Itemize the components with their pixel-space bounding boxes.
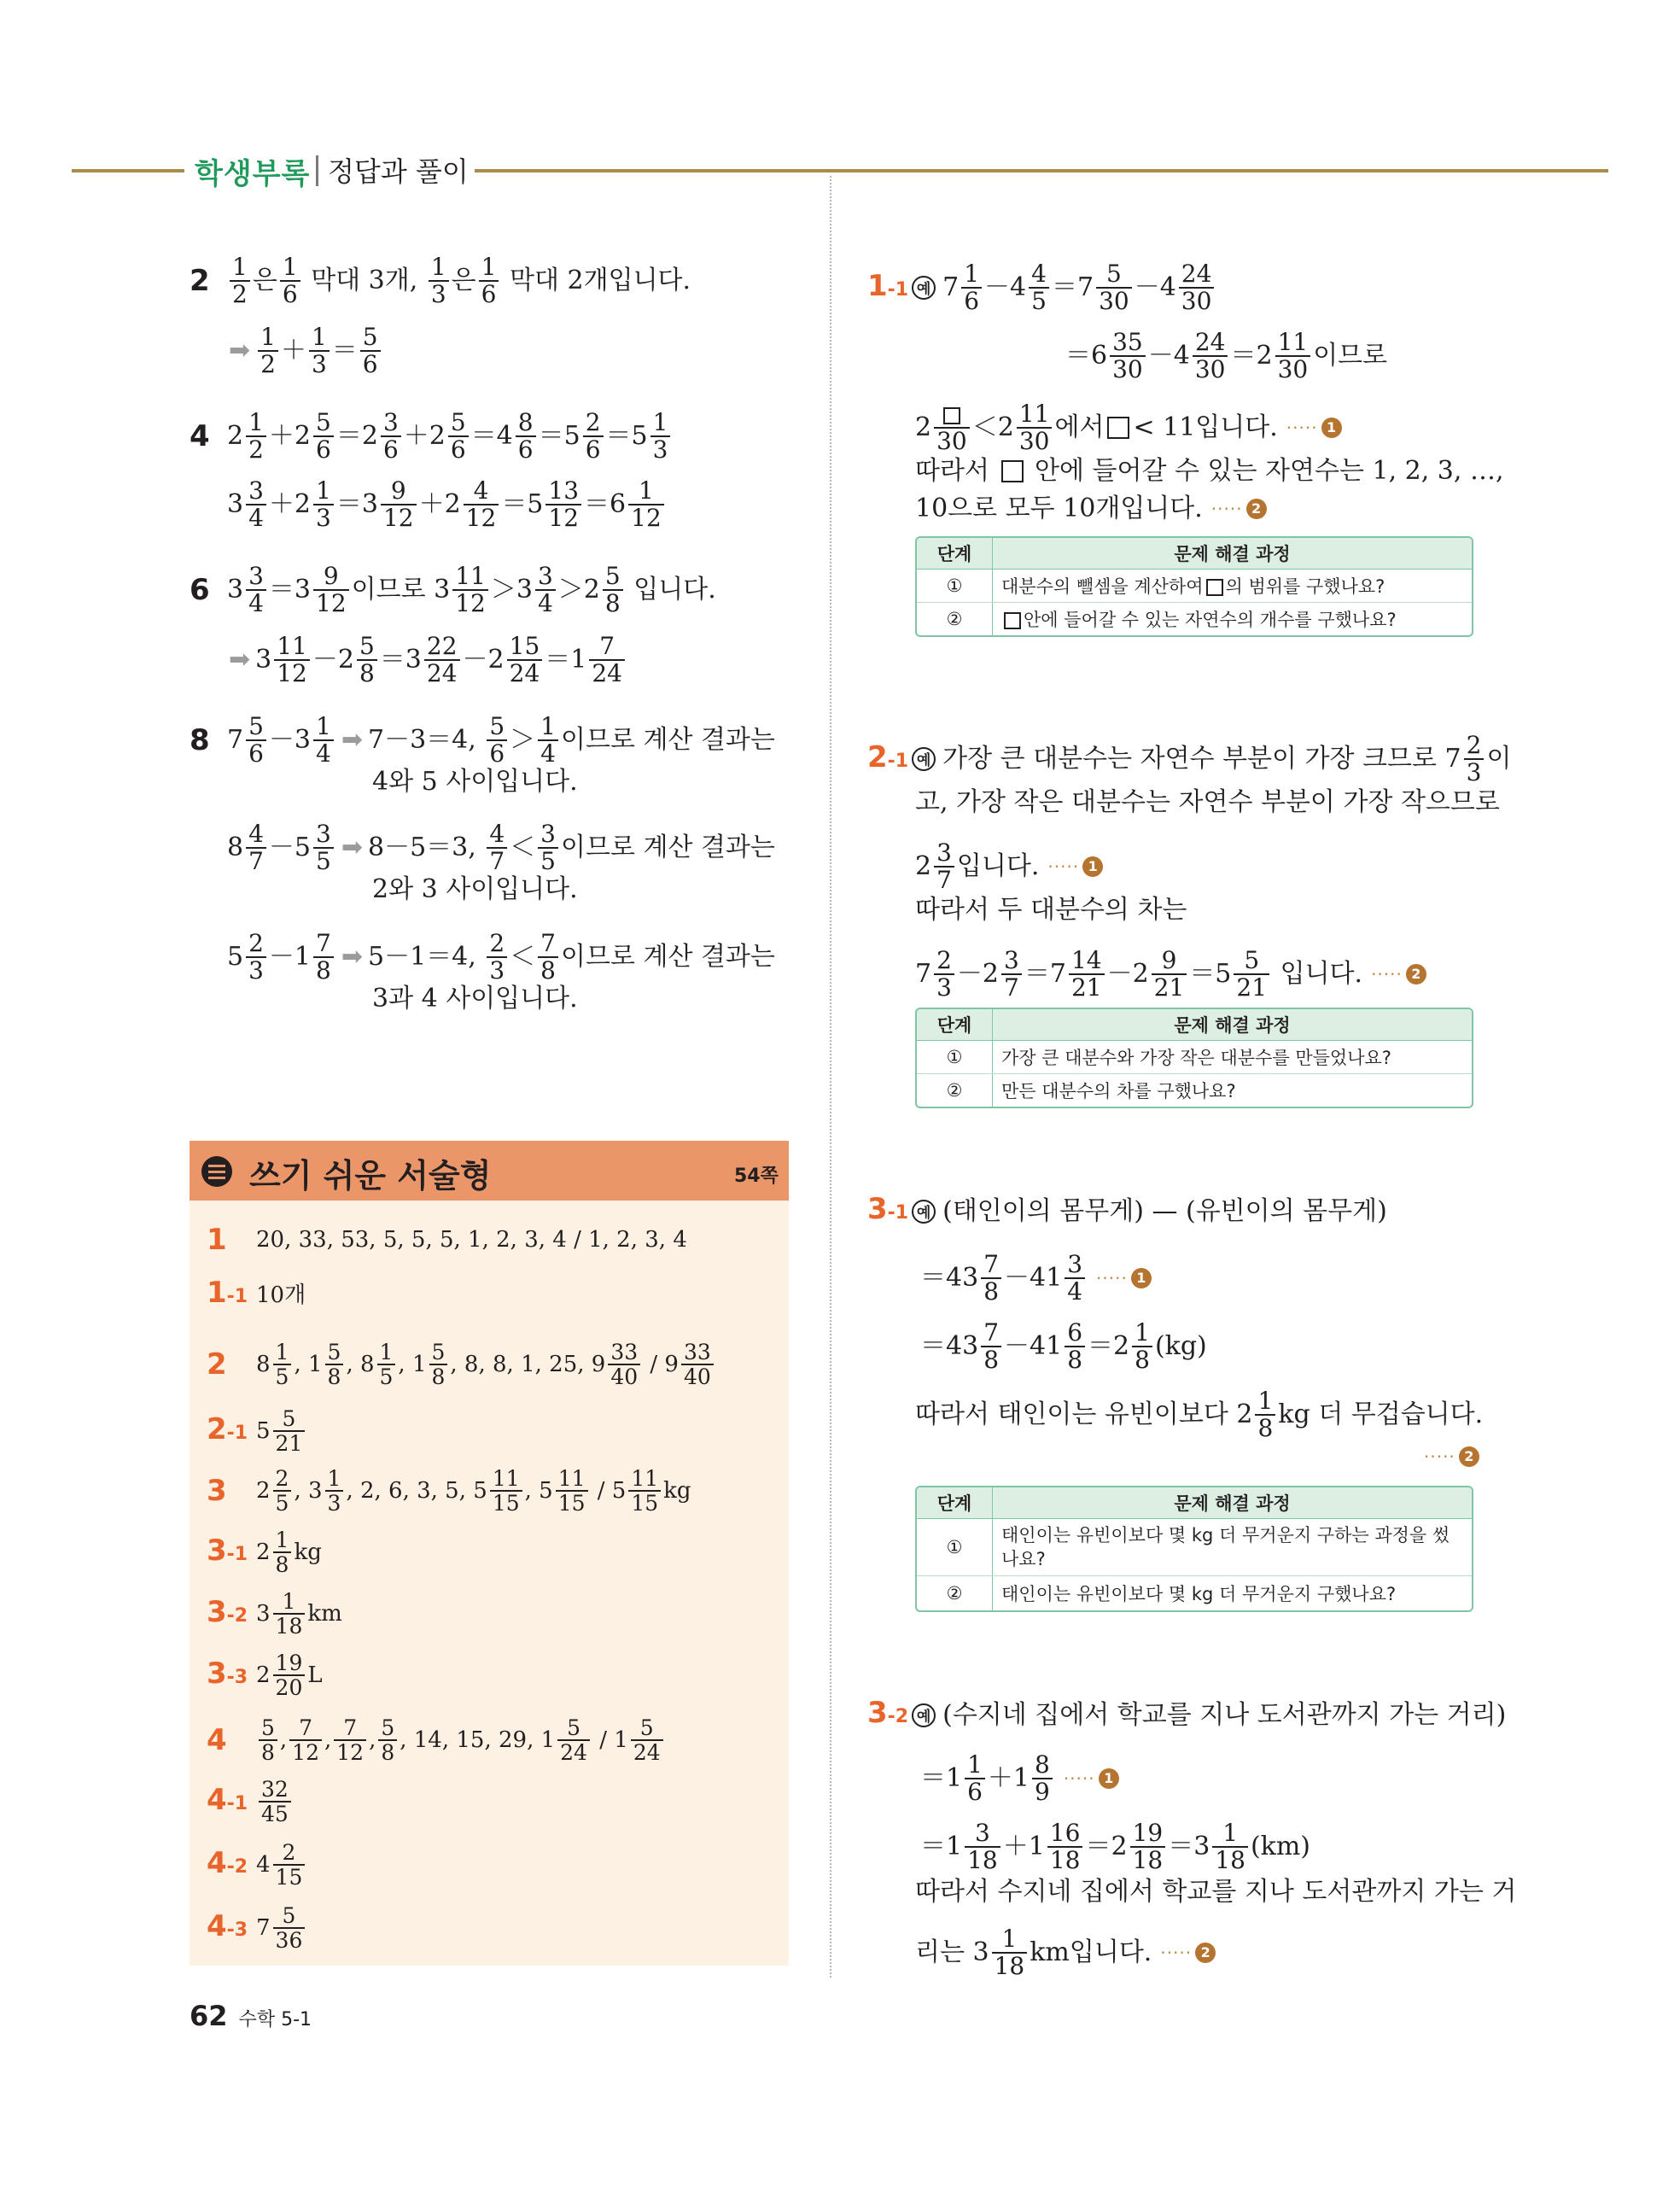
answer-label: 1 [207,1223,227,1257]
solution-3-1-line2: ＝43 $\frac{7}{8}$ －41 $\frac{3}{4}$ ····· 1 [920,1252,1152,1305]
question-label: 1 [867,268,888,303]
answer-sublabel: -3 [226,1666,248,1688]
rubric-table-3 [915,1486,1473,1612]
text: 가장 큰 대분수는 자연수 부분이 가장 크므로 [942,744,1437,774]
column-divider [830,176,831,1978]
step-cell: ② [917,603,993,635]
criteria-cell: 태인이는 유빈이보다 몇 kg 더 무거운지 구했나요? [1001,1584,1397,1604]
blank-box [943,407,960,424]
step-dots: ····· [1063,1768,1095,1789]
header-separator [316,155,318,186]
solution-2-1-line5: 7 $\frac{2}{3}$ －2 $\frac{3}{7}$ ＝7 $\frac{14}{21}$ －2 $\frac{9}{21}$ ＝5 $\frac{5}{21}$ 입니다. ····· 2 [915,948,1426,1001]
panel-page-ref: 54쪽 [734,1166,779,1187]
step-2-badge: 2 [1406,964,1426,984]
solution-2-1-line1: 2-1 예 가장 큰 대분수는 자연수 부분이 가장 크므로 7 $\frac{2}{3}$ 이 [867,731,1512,786]
blank-box [1004,612,1021,629]
text: (태인이의 몸무게) — (유빈이의 몸무게) [942,1195,1387,1226]
col-header-step: 단계 [917,1009,993,1040]
answer-2-line1: 2 $\frac{1}{2}$ 은 $\frac{1}{6}$ 막대 3개, $\frac{1}{3}$ 은 $\frac{1}{6}$ 막대 2개입니다. [190,253,691,308]
text: 은 [252,266,277,295]
text: km입니다. [1030,1937,1152,1967]
arrow-icon: ➡ [341,942,363,972]
text: 7－3＝4, [367,725,476,755]
answer-8-line5: 5 $\frac{2}{3}$ －1 $\frac{7}{8}$ ➡ 5－1＝4, $\frac{2}{3}$ ＜ $\frac{7}{8}$ 이므로 계산 결과는 [227,929,775,984]
solution-2-1-line2: 고, 가장 작은 대분수는 자연수 부분이 가장 작으므로 [915,787,1500,817]
text: 이므로 계산 결과는 [560,725,775,755]
solution-3-2-line4: 따라서 수지네 집에서 학교를 지나 도서관까지 가는 거 [915,1877,1517,1907]
answer-8-line3: 8 $\frac{4}{7}$ －5 $\frac{3}{5}$ ➡ 8－5＝3, $\frac{4}{7}$ ＜ $\frac{3}{5}$ 이므로 계산 결과는 [227,820,775,875]
answer-6-line1: 6 3 $\frac{3}{4}$ ＝3 $\frac{9}{12}$ 이므로 3 $\frac{11}{12}$ ＞3 $\frac{3}{4}$ ＞2 $\frac{5}{8}$ 입니다. [190,562,716,617]
answer-sublabel: -1 [226,1286,248,1307]
text: , 2, 6, 3, 5, [346,1478,466,1504]
solution-1-1-line4 [915,454,1504,488]
text: kg [663,1478,691,1504]
text: 20, 33, 53, 5, 5, 5, 1, 2, 3, 4 / 1, 2, 3, 4 [256,1227,687,1253]
text: 의 범위를 구했나요? [1225,576,1385,597]
text: (수지네 집에서 학교를 지나 도서관까지 가는 거리) [942,1699,1507,1730]
step-1-badge: 1 [1099,1768,1119,1789]
criteria-cell: 만든 대분수의 차를 구했나요? [1001,1081,1236,1101]
answer-sublabel: -1 [226,1792,248,1814]
example-mark: 예 [912,276,936,300]
answer-sublabel: -1 [226,1543,248,1565]
panel-answer-1 [207,1223,687,1257]
blank-box [1206,579,1223,596]
answer-label: 2 [207,1411,227,1446]
text: 이 [1486,744,1512,774]
solution-3-1-line3: ＝43 $\frac{7}{8}$ －41 $\frac{6}{8}$ ＝2 $\frac{1}{8}$ (kg) [920,1318,1207,1374]
arrow-icon: ➡ [341,725,363,755]
answer-label: 4 [207,1845,227,1880]
subject-label: 수학 5-1 [238,2009,312,2030]
step-1-badge: 1 [1321,418,1342,438]
step-dots: ····· [1210,499,1243,519]
text: 이므로 계산 결과는 [560,833,775,862]
col-header-step: 단계 [917,538,993,569]
text: 이므로 [351,575,426,605]
answer-label: 4 [207,1723,227,1757]
question-sublabel: -1 [887,1202,909,1224]
text: kg 더 무겁습니다. [1278,1399,1484,1429]
answer-8-line6: 3과 4 사이입니다. [372,984,578,1014]
step-1-badge: 1 [1131,1268,1152,1288]
text: 막대 3개, [311,266,418,295]
text: 안에 들어갈 수 있는 자연수는 1, 2, 3, …, [1035,456,1504,486]
text: L [307,1662,323,1688]
text: kg [294,1540,322,1565]
text: , 8, 8, 1, 25, [450,1352,585,1377]
answer-8-line4: 2와 3 사이입니다. [372,874,578,904]
panel-answer-1-1 [207,1276,306,1314]
step-2-badge: 2 [1459,1446,1479,1467]
text: 이므로 계산 결과는 [560,942,775,972]
criteria-cell [993,570,1472,602]
panel-answer-4-1: 4-1 $\frac{32}{45}$ [207,1778,294,1826]
step-cell: ① [917,570,993,602]
text: 리는 [915,1937,965,1967]
solution-2-1-line4: 따라서 두 대분수의 차는 [915,895,1187,925]
text: 입니다. [956,851,1040,881]
example-mark: 예 [912,747,936,771]
col-header-process: 문제 해결 과정 [1174,1493,1291,1514]
rubric-table-2 [915,1008,1473,1108]
question-label: 3 [867,1696,888,1730]
answer-label: 3 [207,1656,227,1691]
header-rule-right [475,169,1608,172]
answer-label: 4 [207,1908,227,1943]
answer-label: 3 [207,1474,227,1508]
answer-label: 1 [207,1276,227,1310]
blank-box [1001,460,1024,482]
example-mark: 예 [912,1200,936,1224]
rubric-table-1 [915,536,1473,637]
panel-answer-4-3: 4-3 7 $\frac{5}{36}$ [207,1904,307,1952]
text: 은 [451,266,476,295]
solution-3-2-line3: ＝1 $\frac{3}{18}$ ＋1 $\frac{16}{18}$ ＝2 $\frac{19}{18}$ ＝3 $\frac{1}{18}$ (km) [920,1819,1310,1874]
solution-1-1-line5 [915,492,1267,526]
step-1-badge: 1 [1082,856,1103,877]
question-label: 2 [867,739,888,774]
col-header-process: 문제 해결 과정 [1174,544,1291,564]
step-dots: ····· [1096,1268,1128,1288]
step-cell: ② [917,1576,993,1610]
step-cell: ① [917,1041,993,1073]
answer-sublabel: -2 [226,1855,248,1878]
step-cell: ② [917,1074,993,1107]
answer-number: 8 [190,723,210,757]
text: km [307,1601,342,1627]
text: (km) [1250,1832,1310,1861]
text: 이므로 [1313,341,1388,371]
answer-4-line1: 4 2 $\frac{1}{2}$ ＋2 $\frac{5}{6}$ ＝2 $\frac{3}{6}$ ＋2 $\frac{5}{6}$ ＝4 $\frac{8}{6}$ ＝5 $\frac{2}{6}$ ＝5 $\frac{1}{3}$ [190,410,673,463]
text: 막대 2개입니다. [510,266,691,295]
criteria-cell [993,603,1472,635]
answer-label: 2 [207,1347,227,1382]
answer-4-line2: 3 $\frac{3}{4}$ ＋2 $\frac{1}{3}$ ＝3 $\frac{9}{12}$ ＋2 $\frac{4}{12}$ ＝5 $\frac{13}{12}$ ＝6 $\frac{1}{12}$ [227,478,667,531]
panel-answer-4: 4 $\frac{5}{8}$ , $\frac{7}{12}$ , $\frac{7}{12}$ , $\frac{5}{8}$ , 14, 15, 29, 1 $\frac{5}{24}$ / 1 $\frac{5}{24}$ [207,1716,666,1764]
text: 따라서 [915,456,989,486]
question-label: 3 [867,1192,888,1226]
solution-3-2-line1 [867,1696,1506,1734]
text: 입니다. [1280,959,1363,989]
step-dots: ····· [1371,964,1403,984]
text: 대분수의 뺄셈을 계산하여 [1001,576,1204,597]
answer-2-line2: ➡ $\frac{1}{2}$ ＋ $\frac{1}{3}$ ＝ $\frac{5}{6}$ [224,324,383,377]
panel-answer-3: 3 2 $\frac{2}{5}$ , 3 $\frac{1}{3}$ , 2, 6, 3, 5, 5 $\frac{11}{15}$ , 5 $\frac{11}{15}$ / 5 $\frac{11}{15}$ kg [207,1466,691,1516]
solution-1-1-line1: 1-1 예 7 $\frac{1}{6}$ －4 $\frac{4}{5}$ ＝7 $\frac{5}{30}$ －4 $\frac{24}{30}$ [867,261,1216,314]
text: < 11입니다. [1133,412,1278,442]
text: 10개 [256,1282,306,1308]
criteria-cell: 태인이는 유빈이보다 몇 kg 더 무거운지 구하는 과정을 썼나요? [1001,1525,1450,1569]
answer-8-line1: 8 7 $\frac{5}{6}$ －3 $\frac{1}{4}$ ➡ 7－3＝4, $\frac{5}{6}$ ＞ $\frac{1}{4}$ 이므로 계산 결과는 [190,712,775,768]
step-dots: ····· [1286,418,1318,438]
header-rule-left [72,169,184,172]
text: 5－1＝4, [367,942,476,972]
step-dots: ····· [1047,856,1080,877]
panel-answer-4-2: 4-2 4 $\frac{2}{15}$ [207,1841,307,1889]
answer-sublabel: -3 [226,1919,248,1941]
solution-3-2-line5: 리는 3 $\frac{1}{18}$ km입니다. ····· 2 [915,1926,1216,1979]
text: 8－5＝3, [367,833,476,862]
text: 안에 들어갈 수 있는 자연수의 개수를 구했나요? [1024,610,1397,630]
answer-8-line2: 4와 5 사이입니다. [372,767,578,797]
solution-2-1-line3: 2 $\frac{3}{7}$ 입니다. ····· 1 [915,840,1103,893]
panel-answer-3-1: 3-1 2 $\frac{1}{8}$ kg [207,1528,322,1577]
text: , 14, 15, 29, [400,1727,534,1753]
solution-1-1-line2: ＝6 $\frac{35}{30}$ －4 $\frac{24}{30}$ ＝2 $\frac{11}{30}$ 이므로 [1065,328,1388,383]
solution-3-1-line4: 따라서 태인이는 유빈이보다 2 $\frac{1}{8}$ kg 더 무겁습니다. [915,1387,1484,1442]
answer-label: 3 [207,1594,227,1629]
answer-label: 3 [207,1533,227,1568]
text: (kg) [1154,1331,1207,1361]
answer-sublabel: -1 [226,1422,248,1444]
step-2-badge: 2 [1195,1943,1216,1963]
step-dots: ····· [1160,1943,1193,1963]
solution-3-1-line1 [867,1192,1387,1230]
question-sublabel: -1 [887,278,909,301]
step-cell: ① [917,1519,993,1575]
blank-box [1107,417,1129,439]
text: 에서 [1054,412,1105,442]
answer-sublabel: -2 [226,1604,248,1627]
answer-number: 2 [190,264,210,298]
header-brand: 학생부록 [195,157,311,191]
page-number: 62 [190,2000,228,2032]
text: 따라서 태인이는 유빈이보다 [915,1399,1228,1429]
panel-title: 쓰기 쉬운 서술형 [249,1157,492,1195]
step-2-badge: 2 [1246,499,1267,519]
panel-answer-2: 2 8 $\frac{1}{5}$ , 1 $\frac{5}{8}$ , 8 $\frac{1}{5}$ , 1 $\frac{5}{8}$ , 8, 8, 1, 25, 9 $\frac{33}{40}$ / 9 $\frac{33}{40}$ [207,1341,716,1388]
answer-number: 6 [190,573,210,607]
panel-answer-3-3: 3-3 2 $\frac{19}{20}$ L [207,1651,323,1700]
text: 10으로 모두 10개입니다. [915,494,1203,523]
col-header-process: 문제 해결 과정 [1174,1015,1291,1036]
question-sublabel: -2 [887,1706,909,1727]
example-mark: 예 [912,1703,936,1727]
solution-3-2-line2: ＝1 $\frac{1}{6}$ ＋1 $\frac{8}{9}$ ····· 1 [920,1752,1119,1805]
arrow-icon: ➡ [341,833,363,862]
answer-label: 4 [207,1782,227,1817]
step-dots: ····· [1424,1446,1455,1467]
panel-answer-3-2: 3-2 3 $\frac{1}{18}$ km [207,1589,342,1639]
question-sublabel: -1 [887,750,909,772]
criteria-cell: 가장 큰 대분수와 가장 작은 대분수를 만들었나요? [1001,1048,1391,1068]
arrow-icon: ➡ [229,336,251,365]
panel-answer-2-1: 2-1 5 $\frac{5}{21}$ [207,1407,307,1455]
col-header-step: 단계 [917,1487,993,1518]
solution-1-1-line3: 2 30 ＜2 $\frac{11}{30}$ 에서 < 11입니다. ····· 1 [915,401,1342,454]
arrow-icon: ➡ [229,645,251,675]
header-subtitle: 정답과 풀이 [328,155,469,188]
page-footer [190,2000,312,2032]
answer-number: 4 [190,419,210,453]
answer-6-line2: ➡ 3 $\frac{11}{12}$ －2 $\frac{5}{8}$ ＝3 $\frac{22}{24}$ －2 $\frac{15}{24}$ ＝1 $\frac{7}{24}$ [224,634,627,687]
solution-3-1-step2 [1415,1440,1479,1474]
list-icon [201,1156,232,1187]
text: 입니다. [633,575,716,605]
